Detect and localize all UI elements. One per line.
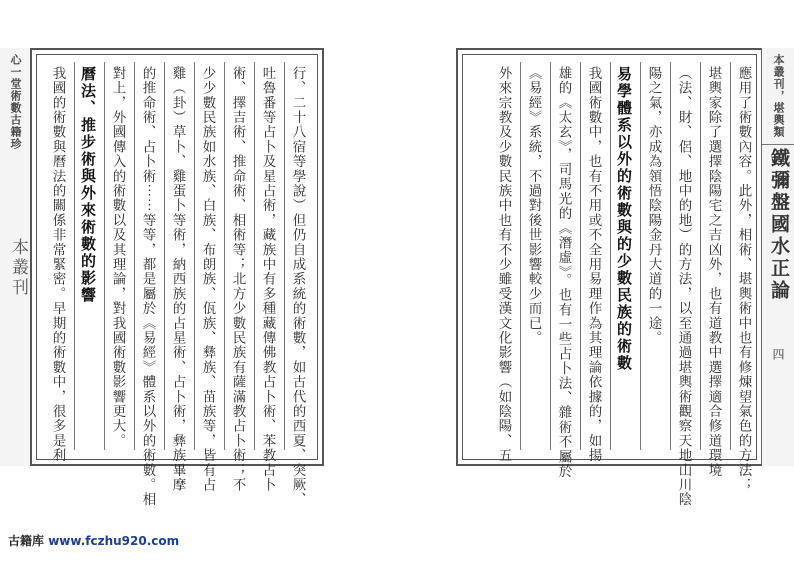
column-rule: [730, 62, 731, 450]
left-text-column: 雞（卦）草卜、雞蛋卜等術，納西族的占星術、占卜術，彝族畢摩: [169, 66, 186, 493]
left-text-column: 吐魯番等占卜及星占術，藏族中有多種藏傳佛教占卜術、苯教占卜: [259, 66, 276, 493]
left-text-column: 的推命術、占卜術⋯⋯等等，都是屬於《易經》體系以外的術數。相: [139, 66, 156, 507]
spine-divider: [762, 144, 794, 145]
column-rule: [164, 62, 165, 450]
page-number: 四: [771, 348, 785, 360]
column-rule: [134, 62, 135, 450]
left-text-column: 我國的術數與曆法的關係非常緊密。早期的術數中，很多是利: [49, 66, 66, 463]
column-rule: [640, 62, 641, 450]
left-text-column: 少少數民族如水族、白族、布朗族、佤族、彝族、苗族等，皆有占: [199, 66, 216, 493]
right-spine-series: 本叢刊，堪輿類: [772, 54, 785, 138]
column-rule: [224, 62, 225, 450]
column-rule: [550, 62, 551, 450]
right-spine-title: 鐵彌盤國水正論: [768, 148, 790, 302]
right-text-column: （法、財、侶、地中的地）的方法，以至通過堪輿術觀察天地山川陰: [675, 66, 692, 507]
right-text-column: 堪輿家除了選擇陰陽宅之吉凶外，也有道教中選擇適合修道環境: [705, 66, 722, 478]
column-rule: [610, 62, 611, 450]
column-rule: [520, 62, 521, 450]
right-text-column: 《易經》系統，不過對後世影響較少而已。: [525, 66, 542, 346]
right-spine: [761, 48, 794, 466]
right-text-column: 應用了術數內容。此外，相術、堪輿術中也有修煉望氣色的方法；: [735, 66, 752, 493]
column-rule: [670, 62, 671, 450]
left-spine-series: 心一堂術數古籍珍: [9, 54, 22, 150]
left-text-column: 對上，外國傳入的術數以及其理論，對我國術數影響更大。: [109, 66, 126, 449]
left-page: [0, 48, 336, 507]
column-rule: [580, 62, 581, 450]
left-text-column: 術、擇吉術、推命術、相術等；北方少數民族有薩滿教占卜術；不: [229, 66, 246, 493]
left-section-heading: 曆法、推步術與外來術數的影響: [79, 66, 97, 304]
watermark-name: 古籍库: [8, 534, 45, 548]
left-spine-title: 本叢刊: [8, 238, 28, 298]
right-text-column: 雄的《太玄》，司馬光的《潛虛》。也有一些占卜法、雜術不屬於: [555, 66, 572, 479]
right-text-column: 外來宗教及少數民族中也有不少雖受漢文化影響（如陰陽、五: [495, 66, 512, 463]
watermark-url: www.fczhu920.com: [48, 534, 180, 548]
column-rule: [284, 62, 285, 450]
column-rule: [700, 62, 701, 450]
right-page: [456, 48, 793, 507]
left-spine: [0, 48, 31, 466]
right-text-column: 我國術數中，也有不用或不全用易理作為其理論依據的，如揚: [585, 66, 602, 463]
column-rule: [254, 62, 255, 450]
column-rule: [74, 62, 75, 450]
right-text-column: 陽之氣，亦成為領悟陰陽金丹大道的一途。: [645, 66, 662, 346]
left-text-column: 行、二十八宿等學說）但仍自成系統的術數，如古代的西夏、突厥、: [289, 66, 306, 507]
column-rule: [104, 62, 105, 450]
column-rule: [194, 62, 195, 450]
right-section-heading: 易學體系以外的術數與的少數民族的術數: [615, 66, 633, 372]
watermark: [8, 532, 179, 549]
